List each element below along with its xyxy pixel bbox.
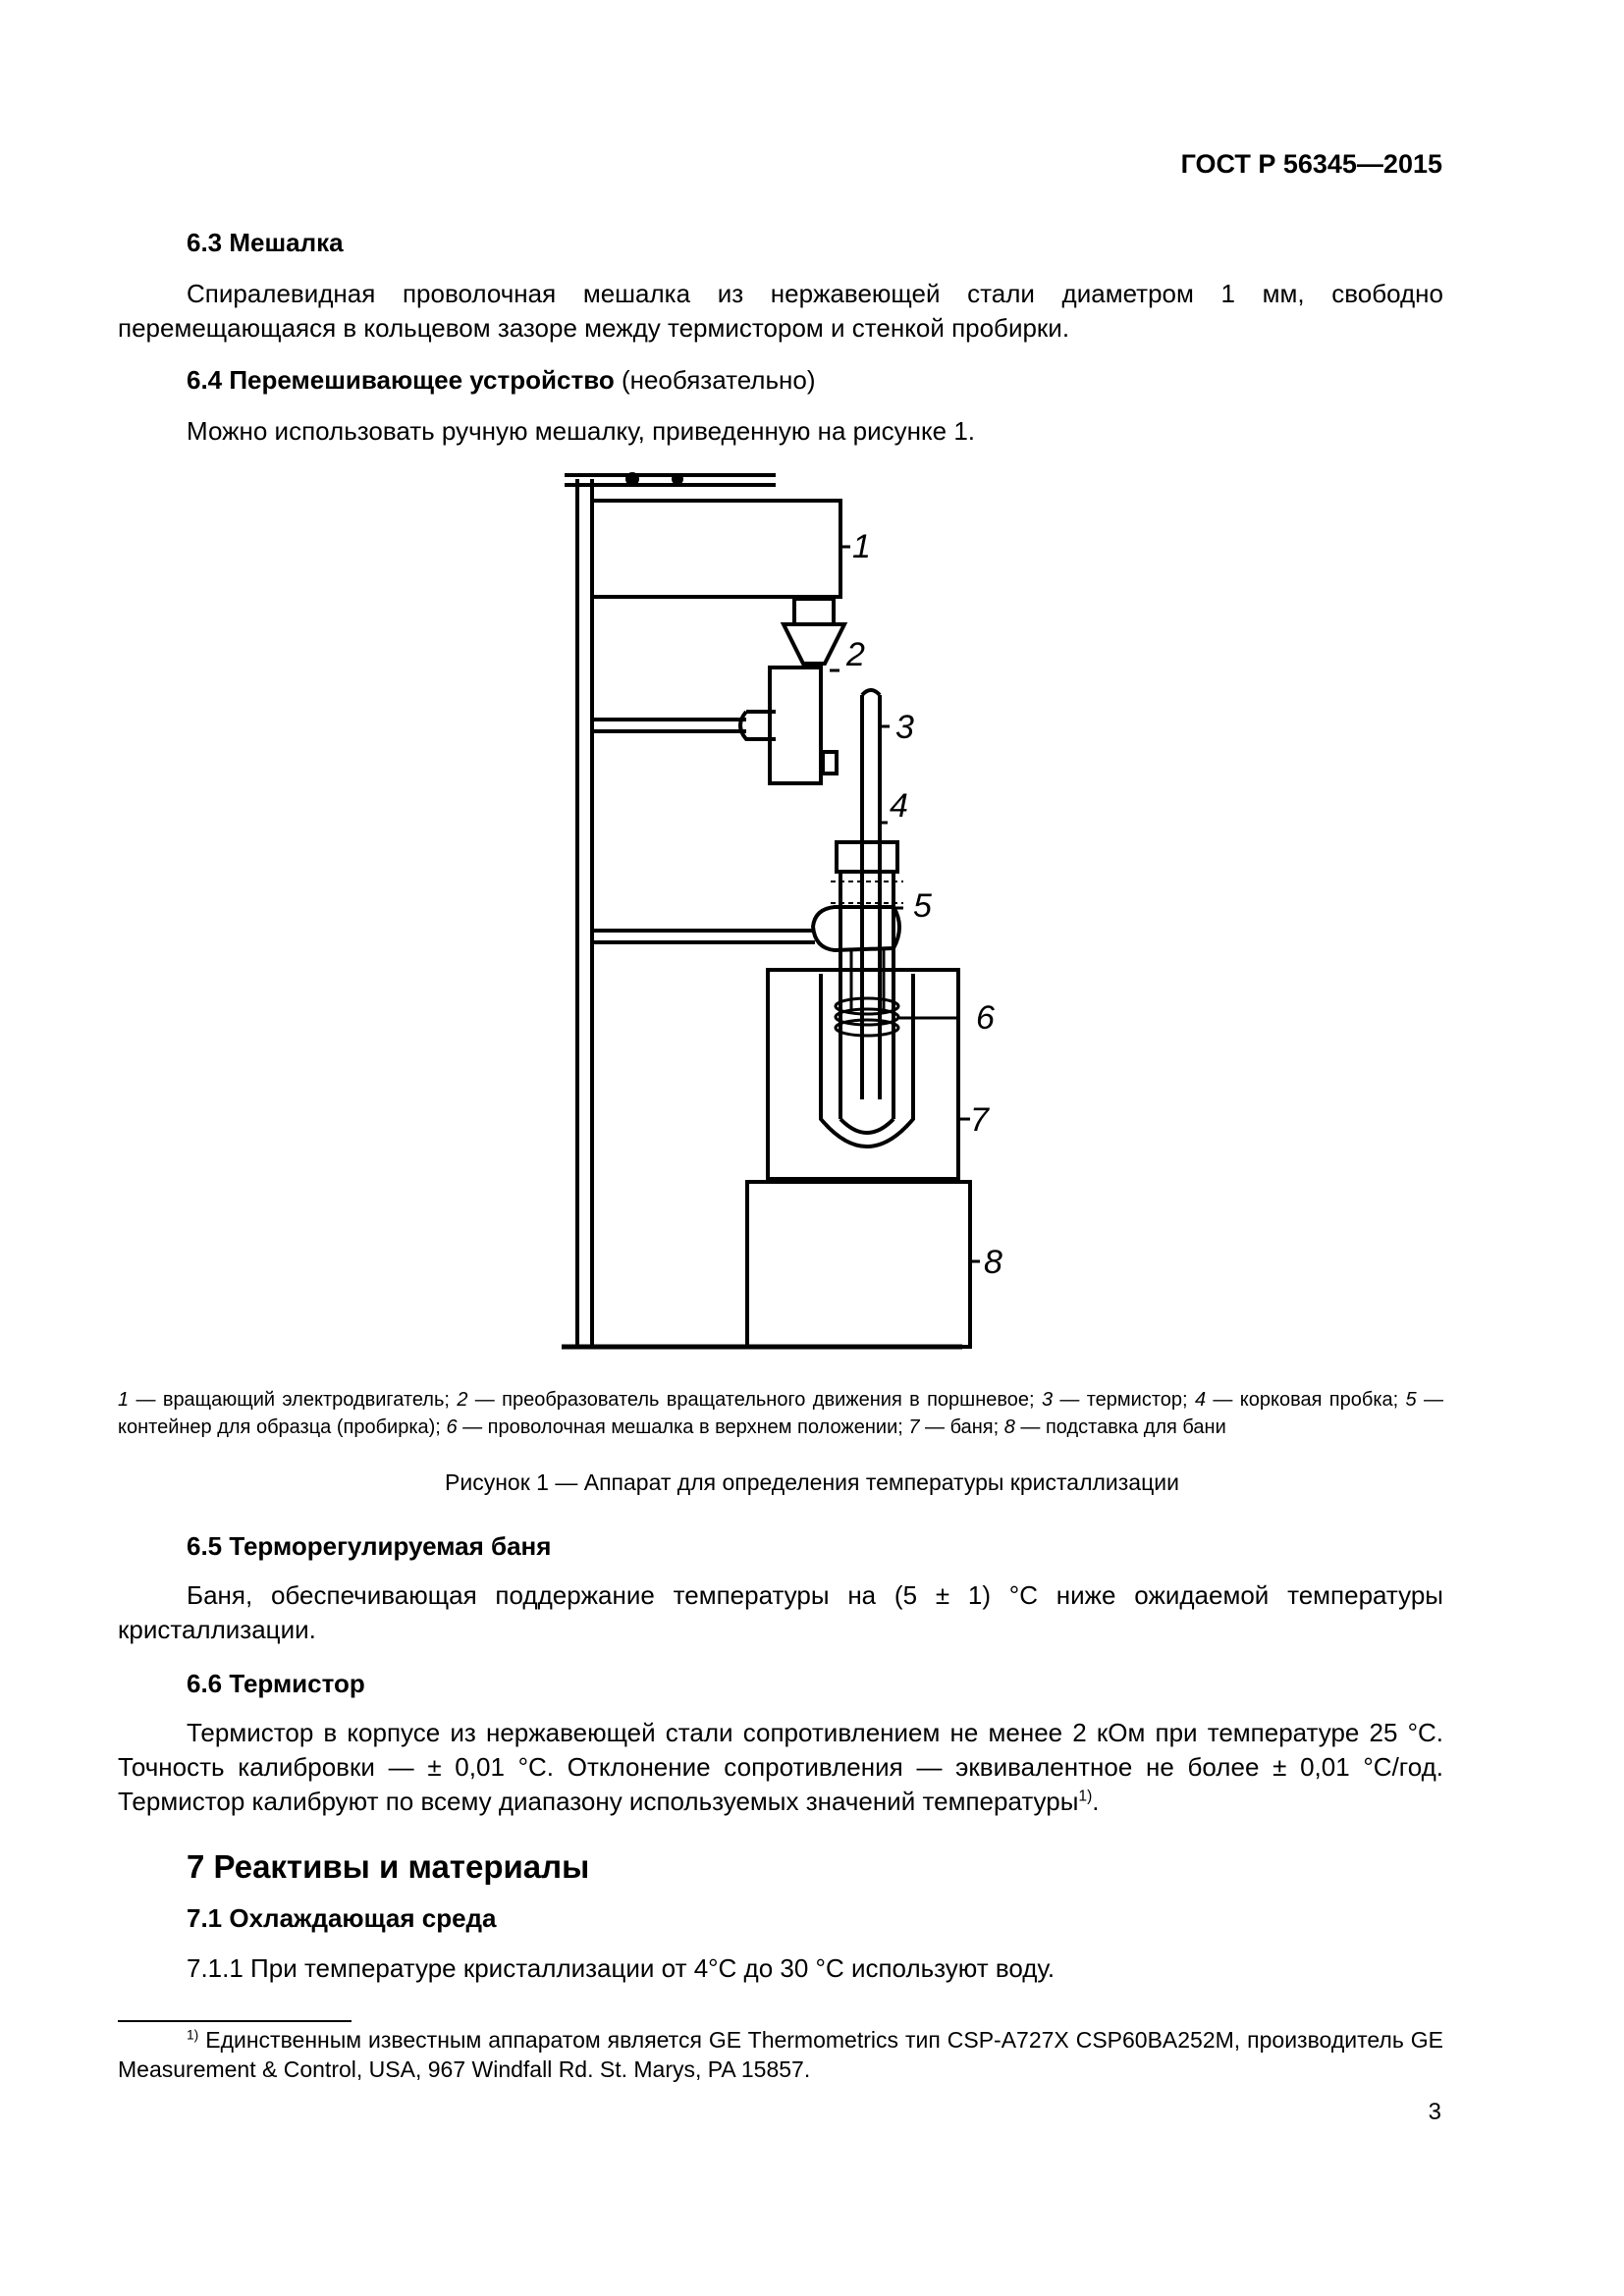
legend-text: — преобразователь вращательного движения в поршневое; — [467, 1389, 1042, 1411]
legend-num: 8 — [1003, 1416, 1015, 1438]
legend-text: — проволочная мешалка в верхнем положении; — [457, 1416, 909, 1438]
label-2: 2 — [846, 636, 865, 673]
label-4: 4 — [890, 787, 908, 825]
legend-text: — вращающий электродвигатель; — [129, 1389, 458, 1411]
motor — [592, 501, 840, 597]
section-7-heading: 7 Реактивы и материалы — [187, 1848, 590, 1885]
wire-stirrer — [836, 950, 898, 1036]
section-6-6-text — [118, 1716, 1443, 1819]
legend-num: 7 — [908, 1416, 920, 1438]
label-1: 1 — [852, 528, 871, 565]
label-6: 6 — [976, 999, 995, 1037]
page-number: 3 — [1428, 2099, 1441, 2125]
label-8: 8 — [984, 1244, 1002, 1281]
legend-num: 2 — [457, 1389, 468, 1411]
legend-num: 4 — [1194, 1389, 1207, 1411]
section-6-5-heading: 6.5 Терморегулируемая баня — [187, 1531, 552, 1561]
legend-num: 5 — [1405, 1389, 1417, 1411]
converter — [770, 667, 821, 783]
section-7-1-1-text: 7.1.1 При температуре кристаллизации от 4°С до 30 °С используют воду. — [187, 1953, 1056, 1983]
label-7: 7 — [970, 1101, 989, 1139]
cork-stopper — [837, 842, 897, 872]
legend-num: 6 — [446, 1416, 458, 1438]
footnote-text: Единственным известным аппаратом является GE Thermometrics тип CSP-A727X CSP60BA252M, производитель GE Measurement & Control, USA, 967 Windfall Rd. St. Marys, PA 15857. — [118, 2027, 1443, 2082]
label-5: 5 — [913, 887, 932, 925]
figure-legend — [118, 1386, 1443, 1441]
legend-text: — подставка для бани — [1014, 1416, 1226, 1438]
footnote-mark: 1) — [187, 2027, 199, 2043]
legend-text: — контейнер для образца (пробирка); — [118, 1389, 1444, 1438]
figure-caption: Рисунок 1 — Аппарат для определения температуры кристаллизации — [445, 1469, 1179, 1495]
section-6-6-body: Термистор в корпусе из нержавеющей стали сопротивлением не менее 2 кОм при температуре 25 °С. Точность калибровки — ± 0,01 °С. Отклонение сопротивления — эквивалентное не более ± 0,01 °С/год. Термистор калибруют по всему диапазону используемых значений температуры — [118, 1718, 1443, 1816]
label-3: 3 — [895, 709, 914, 746]
footnote-ref[interactable]: 1) — [1078, 1788, 1093, 1805]
section-7-1-heading: 7.1 Охлаждающая среда — [187, 1903, 497, 1933]
legend-text: — корковая пробка; — [1206, 1389, 1406, 1411]
bath-stand — [747, 1182, 970, 1347]
footnote-divider — [118, 2020, 352, 2022]
section-6-4-note: (необязательно) — [621, 365, 816, 395]
legend-text: — термистор; — [1053, 1389, 1195, 1411]
section-6-4-text: Можно использовать ручную мешалку, приведенную на рисунке 1. — [187, 416, 976, 446]
section-6-6-heading: 6.6 Термистор — [187, 1669, 365, 1698]
legend-num: 1 — [118, 1389, 130, 1411]
section-6-5-text: Баня, обеспечивающая поддержание температуры на (5 ± 1) °С ниже ожидаемой температуры кристаллизации. — [118, 1580, 1443, 1644]
footnote — [118, 2025, 1443, 2084]
legend-num: 3 — [1041, 1389, 1054, 1411]
section-6-3-text: Спиралевидная проволочная мешалка из нержавеющей стали диаметром 1 мм, свободно перемещающаяся в кольцевом зазоре между термистором и стенкой пробирки. — [118, 279, 1443, 343]
sentence-end: . — [1092, 1787, 1100, 1816]
legend-text: — баня; — [919, 1416, 1004, 1438]
document-header: ГОСТ Р 56345—2015 — [1180, 149, 1442, 179]
section-6-3-heading: 6.3 Мешалка — [187, 228, 344, 257]
section-6-4-title: 6.4 Перемешивающее устройство — [187, 365, 615, 395]
